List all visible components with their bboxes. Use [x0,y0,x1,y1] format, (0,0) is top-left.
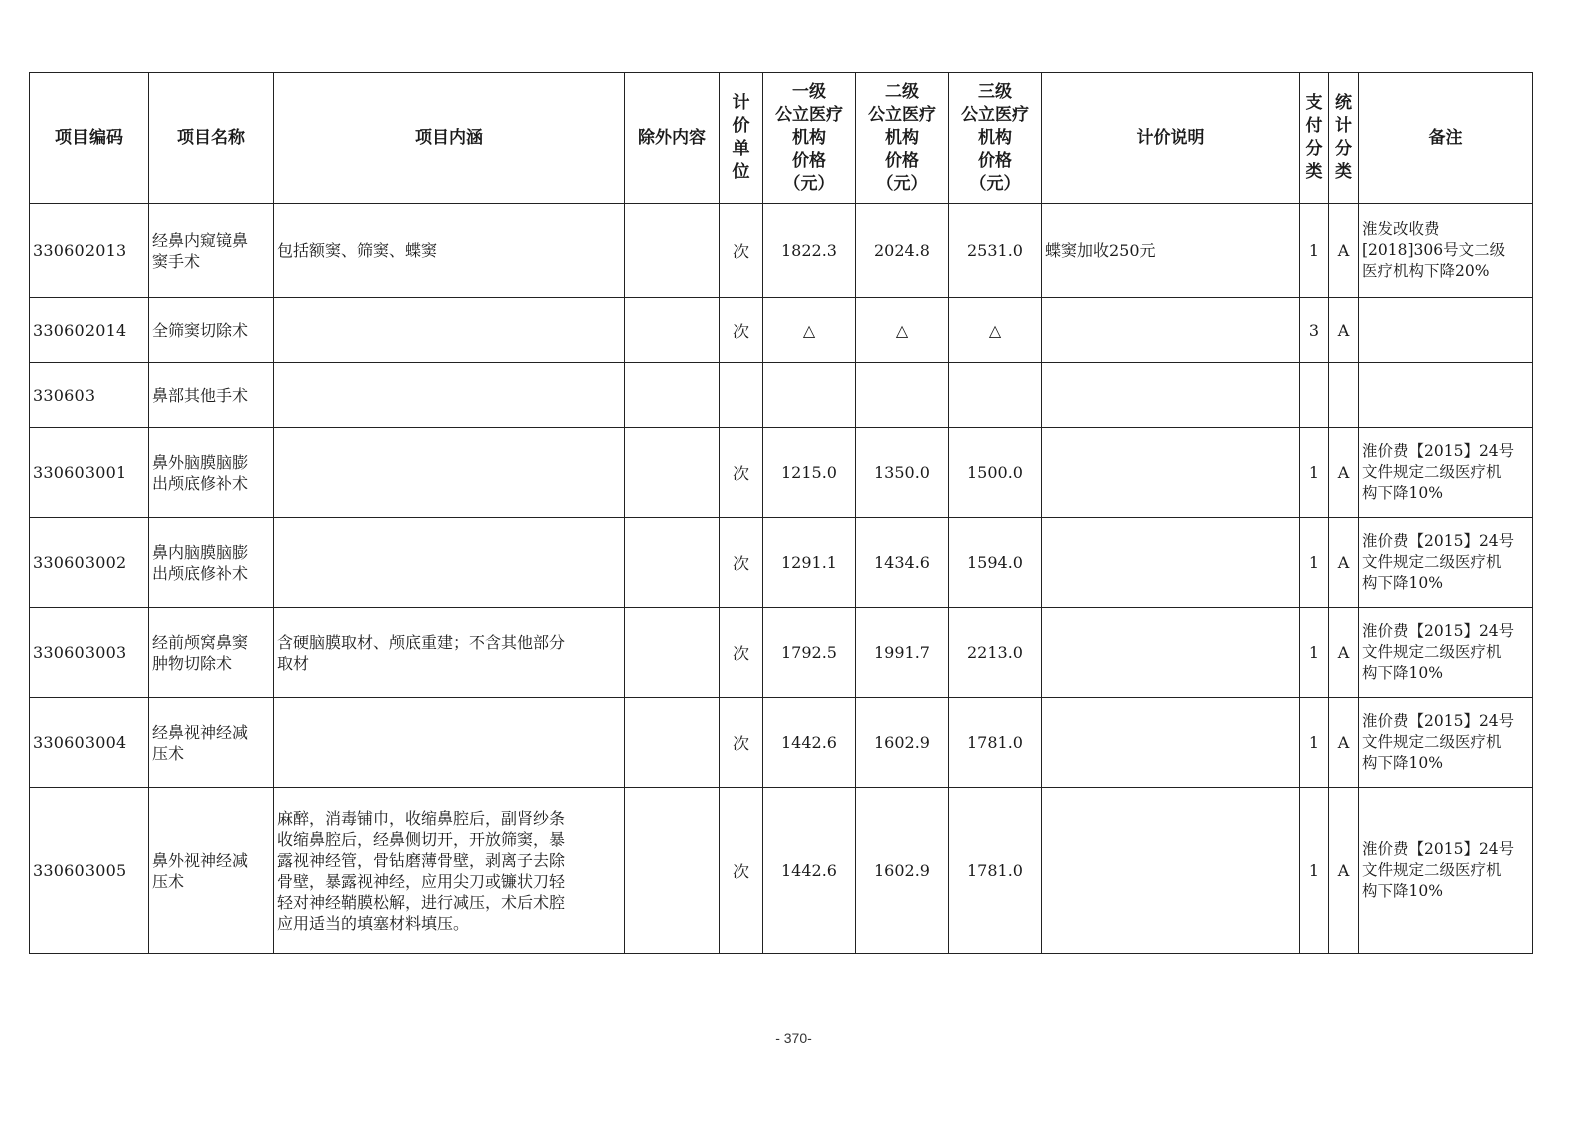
cell-pricing-note [1042,788,1300,954]
header-price1-line: 一级 [792,81,826,102]
cell-remarks-line: 构下降10% [1362,484,1443,502]
cell-code: 330603001 [30,428,149,518]
header-stat-line: 计 [1335,116,1352,136]
cell-remarks-line: 文件规定二级医疗机 [1362,553,1502,571]
header-unit-line: 位 [732,162,750,182]
cell-unit: 次 [720,298,763,363]
cell-pricing-note [1042,298,1300,363]
cell-price-level1: 1792.5 [763,608,856,698]
cell-excluded [625,608,720,698]
header-price1-line: 价格 [792,150,826,171]
cell-name-line: 全筛窦切除术 [152,320,249,340]
header-payment-line: 支 [1305,93,1323,113]
cell-stat-class: A [1329,608,1359,698]
header-stat-line: 类 [1335,162,1352,182]
table-row [30,363,1533,428]
header-price2-line: 公立医疗 [868,104,936,125]
cell-excluded [625,363,720,428]
cell-remarks-line: [2018]306号文二级 [1362,241,1506,259]
cell-stat-class: A [1329,698,1359,788]
cell-price-level3: 1781.0 [949,698,1042,788]
cell-name [149,698,274,788]
cell-payment-class: 1 [1300,428,1329,518]
cell-price-level2: 1434.6 [856,518,949,608]
cell-unit: 次 [720,788,763,954]
cell-content-line: 露视神经管，骨钻磨薄骨壁，剥离子去除 [277,850,566,870]
price-table [29,72,1533,954]
cell-name [149,518,274,608]
cell-price-level3: 1500.0 [949,428,1042,518]
header-pricing-note: 计价说明 [1042,73,1300,204]
cell-remarks-line: 文件规定二级医疗机 [1362,861,1502,879]
cell-content-line: 麻醉，消毒铺巾，收缩鼻腔后，副肾纱条 [277,808,566,828]
cell-price-level1: 1291.1 [763,518,856,608]
cell-price-level1: △ [763,298,856,363]
header-price1-line: （元） [783,173,835,194]
header-price1-line: 公立医疗 [775,104,843,125]
cell-price-level3: 1781.0 [949,788,1042,954]
cell-price-level1: 1442.6 [763,788,856,954]
cell-excluded [625,518,720,608]
cell-price-level3 [949,363,1042,428]
cell-unit: 次 [720,428,763,518]
header-unit-line: 价 [732,116,750,136]
cell-content-line: 取材 [277,653,310,673]
cell-remarks-line: 构下降10% [1362,754,1443,772]
cell-name-line: 鼻内脑膜脑膨 [152,542,249,562]
cell-content-line: 收缩鼻腔后，经鼻侧切开，开放筛窦，暴 [277,829,566,849]
cell-content-line: 骨壁，暴露视神经，应用尖刀或镰状刀轻 [277,871,566,891]
header-price3-line: 公立医疗 [961,104,1029,125]
cell-remarks-line: 构下降10% [1362,664,1443,682]
cell-name-line: 压术 [152,871,185,891]
cell-unit: 次 [720,608,763,698]
table-row [30,608,1533,698]
cell-content [274,608,625,698]
cell-name-line: 出颅底修补术 [152,473,249,493]
table-row [30,204,1533,298]
cell-price-level2: 2024.8 [856,204,949,298]
cell-name-line: 出颅底修补术 [152,563,249,583]
cell-remarks [1359,608,1533,698]
cell-remarks-line: 淮发改收费 [1362,220,1440,238]
cell-price-level3: 1594.0 [949,518,1042,608]
cell-content [274,363,625,428]
cell-remarks-line: 淮价费【2015】24号 [1362,840,1515,858]
header-unit [720,73,763,204]
cell-code: 330602014 [30,298,149,363]
cell-name [149,363,274,428]
cell-remarks [1359,788,1533,954]
cell-content [274,698,625,788]
cell-content-line: 应用适当的填塞材料填压。 [277,913,470,933]
cell-price-level3: 2213.0 [949,608,1042,698]
table-row [30,298,1533,363]
cell-content-line: 轻对神经鞘膜松解，进行减压，术后术腔 [277,892,566,912]
cell-remarks [1359,698,1533,788]
cell-payment-class: 1 [1300,204,1329,298]
header-content: 项目内涵 [274,73,625,204]
cell-code: 330603 [30,363,149,428]
cell-excluded [625,428,720,518]
header-price-level2 [856,73,949,204]
cell-pricing-note [1042,363,1300,428]
cell-excluded [625,298,720,363]
header-price3-line: 机构 [978,127,1012,148]
cell-name-line: 经鼻内窥镜鼻 [152,230,249,250]
cell-price-level1: 1442.6 [763,698,856,788]
cell-stat-class: A [1329,788,1359,954]
cell-excluded [625,204,720,298]
cell-remarks-line: 文件规定二级医疗机 [1362,463,1502,481]
cell-stat-class: A [1329,428,1359,518]
cell-remarks-line: 构下降10% [1362,882,1443,900]
header-unit-line: 计 [732,93,750,113]
cell-name-line: 经前颅窝鼻窦 [152,632,249,652]
cell-remarks-line: 医疗机构下降20% [1362,262,1490,280]
cell-excluded [625,698,720,788]
cell-pricing-note [1042,518,1300,608]
cell-remarks-line: 淮价费【2015】24号 [1362,532,1515,550]
cell-price-level3: 2531.0 [949,204,1042,298]
cell-name [149,204,274,298]
header-stat-class [1329,73,1359,204]
cell-price-level3: △ [949,298,1042,363]
cell-payment-class: 1 [1300,788,1329,954]
cell-name-line: 鼻部其他手术 [152,385,249,405]
header-price1-line: 机构 [792,127,826,148]
cell-price-level2: 1602.9 [856,698,949,788]
header-price-level3 [949,73,1042,204]
cell-remarks [1359,428,1533,518]
cell-payment-class: 1 [1300,698,1329,788]
cell-pricing-note: 蝶窦加收250元 [1042,204,1300,298]
cell-payment-class: 1 [1300,608,1329,698]
cell-code: 330603003 [30,608,149,698]
cell-name-line: 鼻外脑膜脑膨 [152,452,249,472]
table-row [30,698,1533,788]
cell-name [149,428,274,518]
cell-remarks [1359,363,1533,428]
cell-name [149,788,274,954]
cell-price-level2: 1350.0 [856,428,949,518]
cell-price-level1: 1822.3 [763,204,856,298]
cell-price-level2: 1991.7 [856,608,949,698]
header-stat-line: 统 [1335,93,1352,113]
cell-price-level2: △ [856,298,949,363]
cell-pricing-note [1042,428,1300,518]
cell-price-level2 [856,363,949,428]
header-excluded: 除外内容 [625,73,720,204]
cell-name-line: 经鼻视神经减 [152,722,249,742]
cell-content [274,204,625,298]
cell-price-level1 [763,363,856,428]
cell-content-line: 含硬脑膜取材、颅底重建；不含其他部分 [277,632,566,652]
cell-content-line: 包括额窦、筛窦、蝶窦 [277,241,438,260]
header-row [30,73,1533,204]
cell-unit: 次 [720,518,763,608]
cell-remarks-line: 构下降10% [1362,574,1443,592]
cell-content [274,298,625,363]
table-row [30,428,1533,518]
header-remarks: 备注 [1359,73,1533,204]
cell-stat-class: A [1329,204,1359,298]
cell-remarks-line: 文件规定二级医疗机 [1362,733,1502,751]
cell-unit [720,363,763,428]
cell-content [274,788,625,954]
cell-unit: 次 [720,698,763,788]
header-price2-line: 二级 [885,81,919,102]
header-code: 项目编码 [30,73,149,204]
cell-name-line: 窦手术 [152,251,201,271]
header-price3-line: 三级 [978,81,1012,102]
cell-stat-class: A [1329,298,1359,363]
header-price2-line: 机构 [885,127,919,148]
header-stat-line: 分 [1335,139,1352,159]
cell-remarks [1359,204,1533,298]
cell-name [149,298,274,363]
cell-name [149,608,274,698]
header-price2-line: （元） [876,173,928,194]
header-price3-line: （元） [969,173,1021,194]
cell-code: 330603005 [30,788,149,954]
header-payment-line: 付 [1305,116,1323,136]
header-unit-line: 单 [732,139,750,159]
cell-remarks-line: 淮价费【2015】24号 [1362,712,1515,730]
cell-remarks-line: 文件规定二级医疗机 [1362,643,1502,661]
page-number: - 370- [775,1030,812,1046]
cell-code: 330602013 [30,204,149,298]
cell-price-level2: 1602.9 [856,788,949,954]
cell-name-line: 鼻外视神经减 [152,850,249,870]
header-price2-line: 价格 [885,150,919,171]
cell-remarks-line: 淮价费【2015】24号 [1362,622,1515,640]
header-payment-line: 类 [1305,162,1323,182]
cell-name-line: 压术 [152,743,185,763]
header-price-level1 [763,73,856,204]
cell-pricing-note [1042,608,1300,698]
cell-code: 330603004 [30,698,149,788]
cell-pricing-note [1042,698,1300,788]
header-payment-line: 分 [1305,139,1323,159]
cell-payment-class: 3 [1300,298,1329,363]
cell-stat-class: A [1329,518,1359,608]
cell-payment-class [1300,363,1329,428]
cell-content [274,518,625,608]
cell-remarks-line: 淮价费【2015】24号 [1362,442,1515,460]
cell-price-level1: 1215.0 [763,428,856,518]
cell-stat-class [1329,363,1359,428]
cell-excluded [625,788,720,954]
table-row [30,788,1533,954]
header-price3-line: 价格 [978,150,1012,171]
cell-content [274,428,625,518]
cell-remarks [1359,298,1533,363]
header-name: 项目名称 [149,73,274,204]
cell-code: 330603002 [30,518,149,608]
cell-payment-class: 1 [1300,518,1329,608]
cell-name-line: 肿物切除术 [152,653,233,673]
table-row [30,518,1533,608]
header-payment-class [1300,73,1329,204]
cell-remarks [1359,518,1533,608]
cell-unit: 次 [720,204,763,298]
